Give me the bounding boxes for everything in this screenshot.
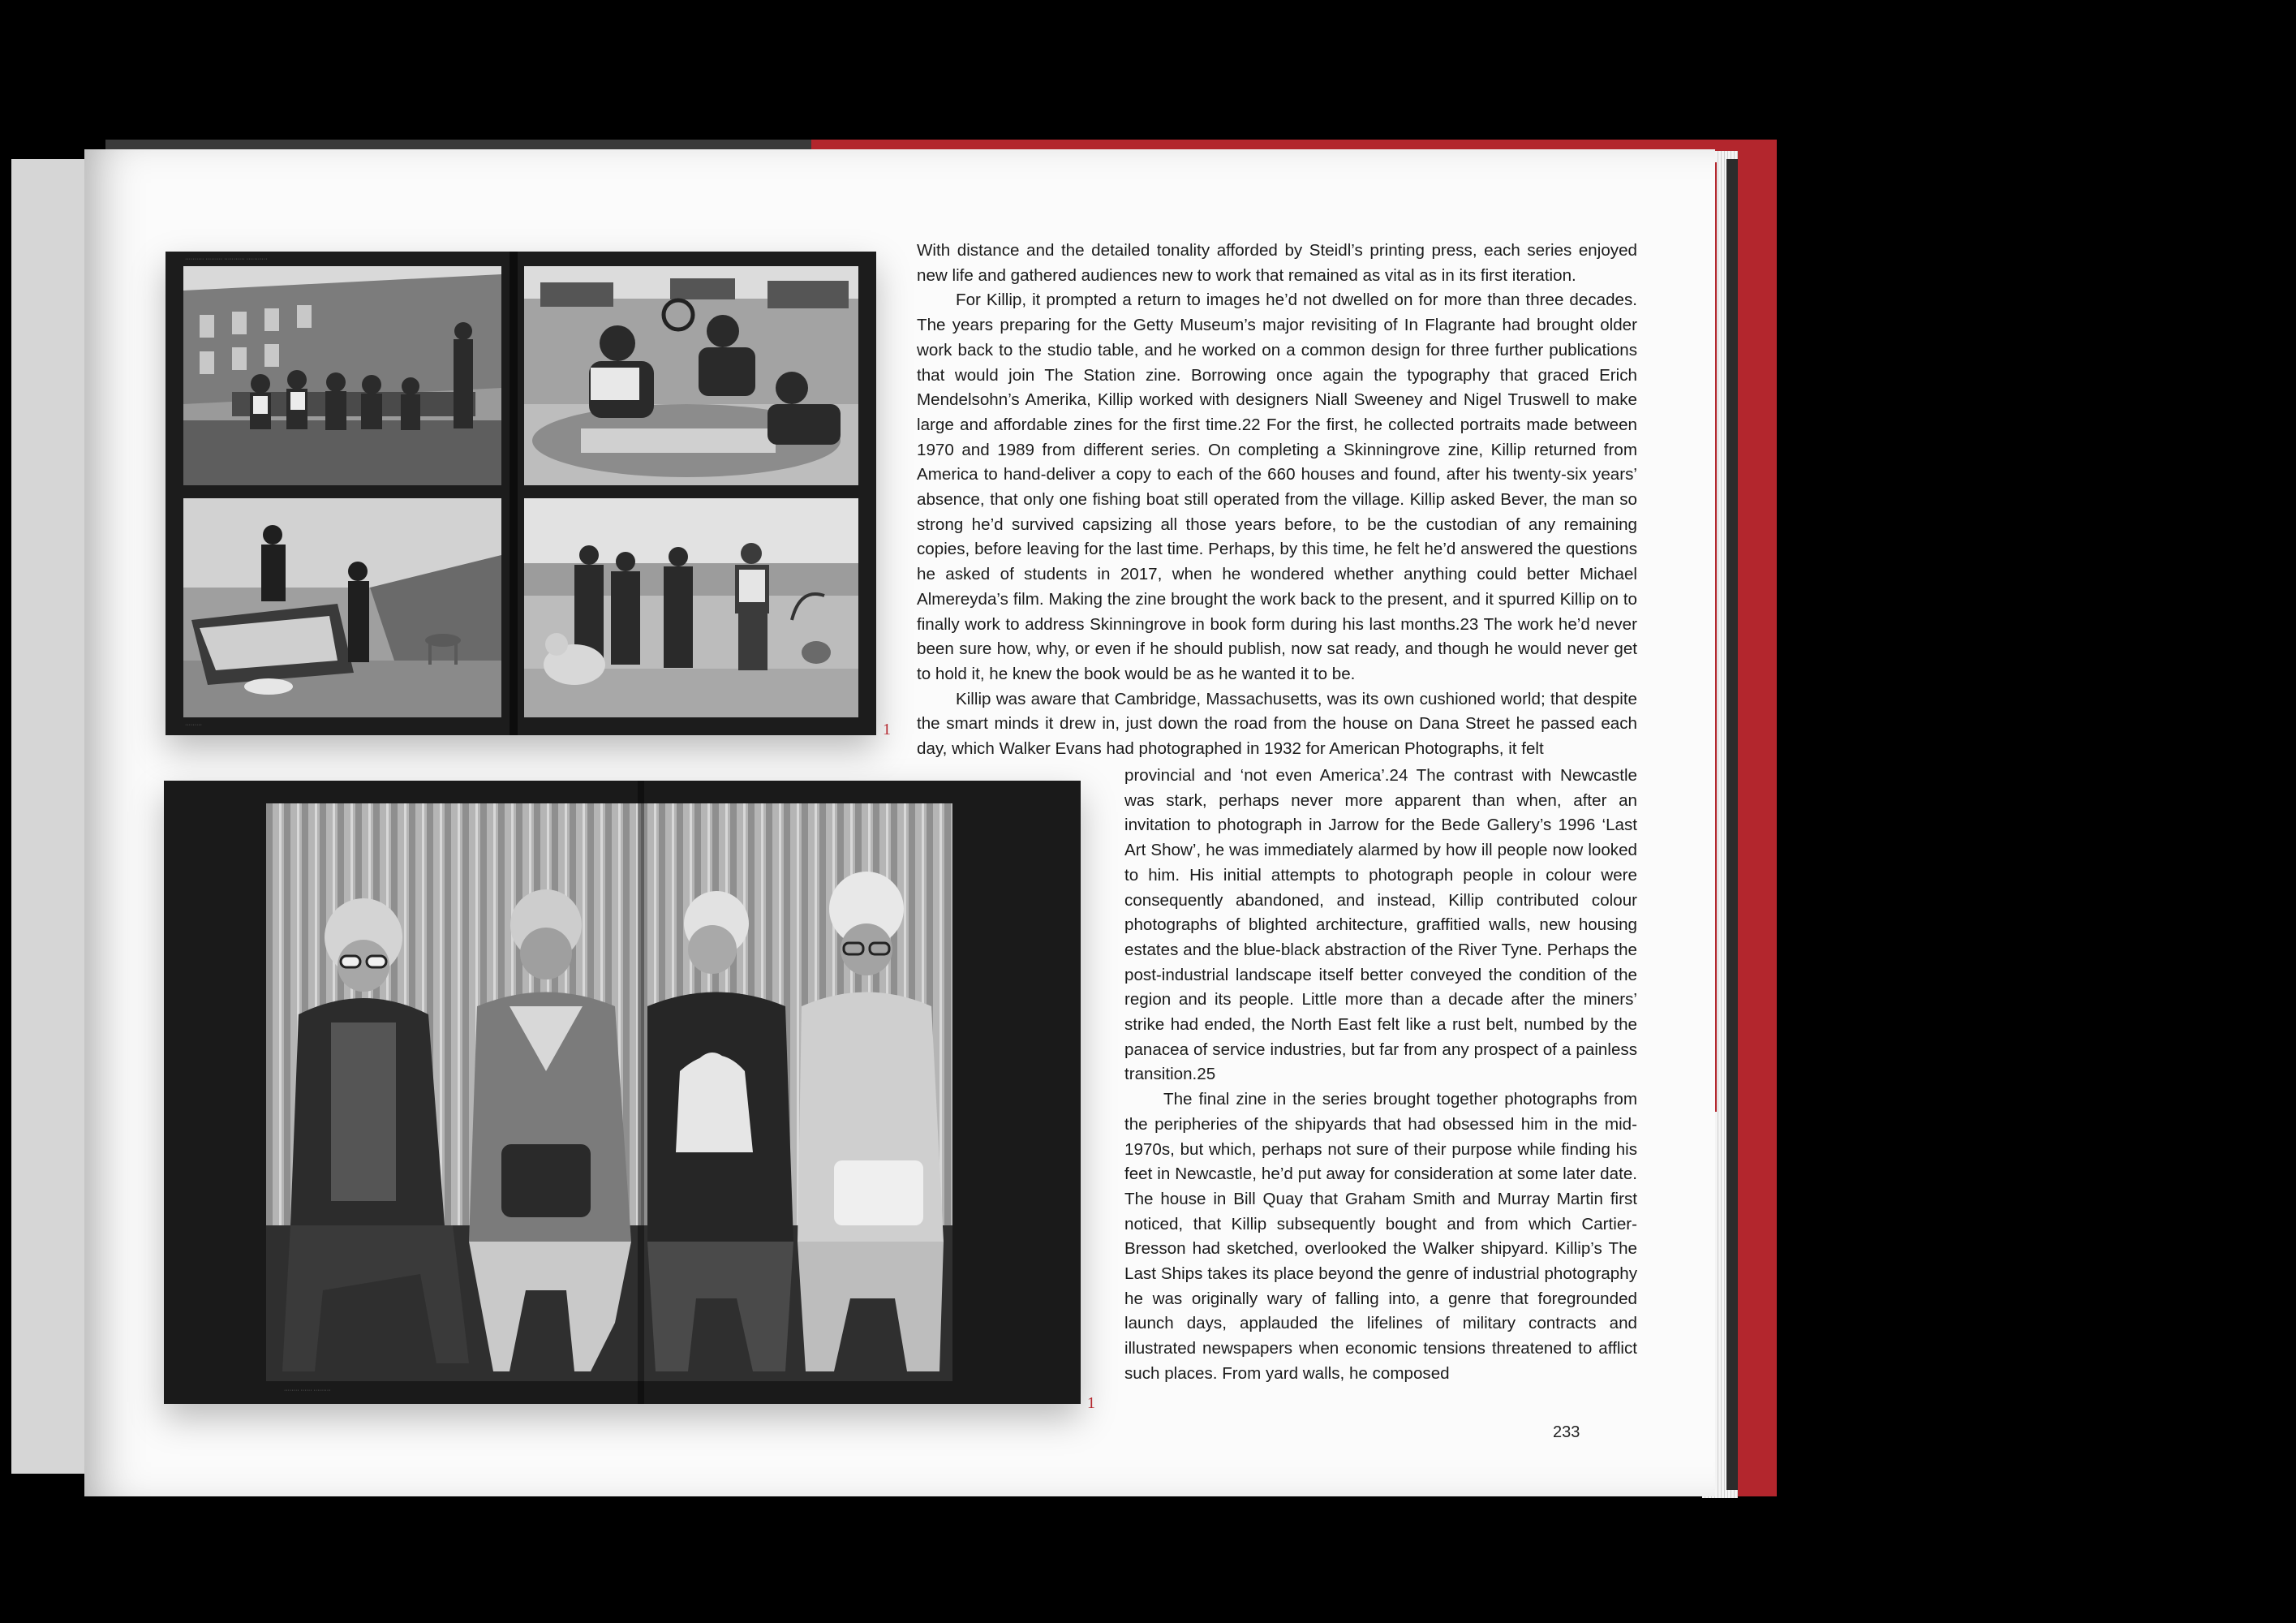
- photo-boys-on-wall: [183, 266, 501, 485]
- page-number: 233: [1553, 1423, 1580, 1441]
- spread-caption-bench: ········ ······ ·········: [284, 1388, 331, 1393]
- figure-zine-contact-spread: [166, 252, 876, 735]
- body-text-upper: [917, 239, 1637, 762]
- left-page-leaf: [11, 159, 92, 1474]
- paragraph-4: The final zine in the series brought together photographs from the peripheries of the shipyards that had obsessed him in the mid-1970s, but which, perhaps not sure of their purpose while finding his feet in Newcastle, he’d put away for consideration at some later date. The house in Bill Quay that Graham Smith and Murray Martin first noticed, that Killip subsequently bought and from which Cartier-Bresson had sketched, overlooked the Walker shipyard. Killip’s The Last Ships takes its place beyond the genre of industrial photography he was originally wary of falling into, a genre that foregrounded launch days, applauded the lifelines of military contracts and illustrated newspapers when economic tensions threatened to afflict such places. From yard walls, he composed: [1124, 1090, 1637, 1383]
- paragraph-3-continued: provincial and ‘not even America’.24 The contrast with Newcastle was stark, perhaps never more apparent than when, after an invitation to photograph in Jarrow for the Bede Gallery’s 1996 ‘Last Art Show’, he was immediately alarmed by how ill people now looked to him. His initial attempts to photograph people in colour were consequently abandoned, and instead, Killip contributed colour photographs of blighted architecture, graffitied walls, new housing estates and the blue-black abstraction of the River Tyne. Perhaps the post-industrial landscape itself better conveyed the condition of the region and its people. Little more than a decade after the miners’ strike had ended, the North East felt like a rust belt, numbed by the panacea of service industries, but far from any prospect of a painless transition.25: [1124, 766, 1637, 1084]
- paragraph-3-start: Killip was aware that Cambridge, Massachusetts, was its own cushioned world; that despite the smart minds it drew in, just down the road from the house on Dana Street he passed each day, which Walker Evans had photographed in 1932 for American Photographs, it felt: [917, 689, 1637, 759]
- paragraph-2: For Killip, it prompted a return to images he’d not dwelled on for more than three decades. The years preparing for the Getty Museum’s major revisiting of In Flagrante had brought older work back to the studio table, and he worked on a common design for three further publications that would join The Station zine. Borrowing once again the typography that graced Erich Mendelsohn’s Amerika, Killip worked with designers Niall Sweeney and Nigel Truswell to make large and affordable zines for the first time.22 For the first, he collected portraits made between 1970 and 1989 from different series. On completing a Skinningrove zine, Killip returned from America to hand-deliver a copy to each of the 660 houses and found, after his twenty-six years’ absence, that only one fishing boat still operated from the village. Killip asked Bever, the man so strong he’d survived capsizing all those years before, to be the custodian of any remaining copies, before leaving for the last time. Perhaps, by this time, he felt he’d answered the questions he asked of students in 2017, when he wondered whether anything could better Michael Almereyda’s film. Making the zine brought the work back to the present, and it spurred Killip on to finally work to address Skinningrove in book form during his last months.23 The work he’d never been sure how, why, or even if he should publish, now sat ready, and though he would never get to hold it, he knew the book would be as he wanted it to be.: [917, 291, 1637, 683]
- paragraph-1: With distance and the detailed tonality afforded by Steidl’s printing press, each series enjoyed new life and gathered audiences new to work that remained as vital as in its first iteration.: [917, 241, 1637, 285]
- figure-marker-2: 1: [1087, 1394, 1095, 1412]
- photo-four-women: [266, 803, 952, 1381]
- spread-caption-bottom: ·········: [185, 722, 202, 728]
- figure-marker-1: 1: [883, 721, 891, 738]
- body-text-lower: [1124, 764, 1637, 1387]
- photo-men-with-collie: [524, 498, 858, 717]
- figure-women-on-bench: [164, 781, 1081, 1404]
- spread-gutter: [510, 252, 518, 735]
- photo-boat-and-dog: [183, 498, 501, 717]
- page-edge-dark: [1726, 159, 1738, 1490]
- spread-gutter-bottom: [638, 781, 644, 1404]
- photo-men-digging: [524, 266, 858, 485]
- cover-top-edge: [105, 140, 811, 149]
- spread-caption-top: ·········· ········· ··········· ···········: [185, 256, 268, 262]
